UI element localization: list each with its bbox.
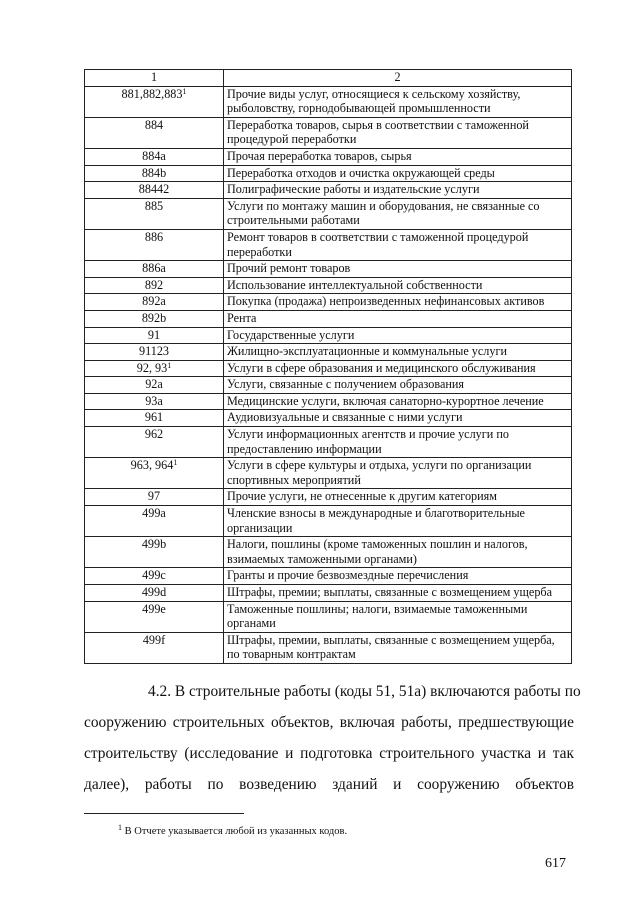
- row-description: Жилищно-эксплуатационные и коммунальные услуги: [224, 344, 572, 361]
- table-body: [85, 86, 572, 663]
- footnote-reference: 1: [167, 360, 172, 370]
- row-code-text: 499b: [141, 537, 167, 552]
- row-code: [85, 198, 224, 229]
- row-description: Полиграфические работы и издательские услуги: [224, 182, 572, 199]
- row-description: Штрафы, премии, выплаты, связанные с возмещением ущерба, по товарным контрактам: [224, 632, 572, 663]
- row-code-text: 91123: [138, 344, 170, 359]
- row-code: [85, 86, 224, 117]
- table-row: [85, 344, 572, 361]
- table-row: [85, 427, 572, 458]
- table-row: [85, 198, 572, 229]
- row-code: [85, 165, 224, 182]
- row-code-text: 884b: [141, 165, 167, 180]
- body-line: 4.2. В строительные работы (коды 51, 51a) включаются работы по: [148, 683, 581, 700]
- row-code-text: 93a: [145, 393, 163, 408]
- row-description: Членские взносы в международные и благотворительные организации: [224, 506, 572, 537]
- table-row: [85, 294, 572, 311]
- table-row: [85, 377, 572, 394]
- row-code: [85, 489, 224, 506]
- row-code: [85, 294, 224, 311]
- table-row: [85, 585, 572, 602]
- page-number: 617: [545, 856, 566, 871]
- row-description: Штрафы, премии; выплаты, связанные с возмещением ущерба: [224, 585, 572, 602]
- row-code: [85, 458, 224, 489]
- row-code-text: 962: [144, 427, 164, 442]
- footnote-mark: 1: [118, 823, 122, 832]
- row-code-text: 91: [147, 327, 161, 342]
- row-code: [85, 277, 224, 294]
- column-header-description: 2: [224, 70, 572, 87]
- table-row: [85, 506, 572, 537]
- table-row: [85, 632, 572, 663]
- table-row: [85, 360, 572, 377]
- row-code-text: 961: [144, 410, 164, 425]
- table-header-row: [85, 70, 572, 87]
- table-row: [85, 277, 572, 294]
- table-row: [85, 489, 572, 506]
- row-description: Гранты и прочие безвозмездные перечисления: [224, 568, 572, 585]
- row-code-text: 92, 93: [136, 360, 168, 375]
- row-code-text: 884a: [142, 148, 166, 163]
- row-code-text: 886a: [142, 261, 166, 276]
- row-code-text: 892: [144, 277, 164, 292]
- table-row: [85, 117, 572, 148]
- codes-table: [84, 69, 572, 664]
- row-code-text: 97: [147, 489, 161, 504]
- row-code: [85, 601, 224, 632]
- row-code: [85, 327, 224, 344]
- row-code-text: 884: [144, 117, 164, 132]
- row-code-text: 885: [144, 198, 164, 213]
- footnote-rule: [84, 813, 244, 814]
- body-line: сооружению строительных объектов, включая работы, предшествующие: [84, 714, 574, 731]
- footnote-text: В Отчете указывается любой из указанных кодов.: [122, 826, 348, 837]
- footnote-reference: 1: [173, 458, 178, 468]
- row-code: [85, 632, 224, 663]
- row-code-text: 499f: [142, 632, 166, 647]
- row-description: Таможенные пошлины; налоги, взимаемые таможенными органами: [224, 601, 572, 632]
- row-code-text: 499d: [141, 585, 167, 599]
- row-description: Переработка отходов и очистка окружающей среды: [224, 165, 572, 182]
- table-row: [85, 537, 572, 568]
- row-code: [85, 585, 224, 602]
- table-row: [85, 568, 572, 585]
- row-description: Государственные услуги: [224, 327, 572, 344]
- row-code-text: 499e: [142, 601, 166, 616]
- row-code: [85, 506, 224, 537]
- row-description: Медицинские услуги, включая санаторно-курортное лечение: [224, 393, 572, 410]
- row-code: [85, 261, 224, 278]
- table-row: [85, 393, 572, 410]
- row-description: Услуги, связанные с получением образования: [224, 377, 572, 394]
- row-code: [85, 427, 224, 458]
- row-description: Рента: [224, 310, 572, 327]
- table-row: [85, 458, 572, 489]
- table-row: [85, 261, 572, 278]
- table-row: [85, 601, 572, 632]
- row-code: [85, 182, 224, 199]
- table-row: [85, 148, 572, 165]
- row-code-text: 892a: [142, 294, 166, 309]
- table-row: [85, 86, 572, 117]
- row-description: Ремонт товаров в соответствии с таможенной процедурой переработки: [224, 229, 572, 260]
- row-description: Прочая переработка товаров, сырья: [224, 148, 572, 165]
- row-code: [85, 410, 224, 427]
- row-description: Услуги в сфере образования и медицинского обслуживания: [224, 360, 572, 377]
- row-code-text: 881,882,883: [121, 86, 183, 101]
- row-code-text: 499c: [142, 568, 166, 583]
- row-description: Налоги, пошлины (кроме таможенных пошлин и налогов, взимаемых таможенными органами): [224, 537, 572, 568]
- row-code: [85, 148, 224, 165]
- row-description: Использование интеллектуальной собственности: [224, 277, 572, 294]
- row-code-text: 886: [144, 229, 164, 244]
- column-header-code: 1: [85, 70, 224, 87]
- row-code: [85, 344, 224, 361]
- row-description: Аудиовизуальные и связанные с ними услуги: [224, 410, 572, 427]
- row-description: Прочие услуги, не отнесенные к другим категориям: [224, 489, 572, 506]
- table-row: [85, 327, 572, 344]
- table-row: [85, 182, 572, 199]
- footnote-reference: 1: [182, 86, 187, 96]
- table-row: [85, 229, 572, 260]
- row-code: [85, 377, 224, 394]
- row-code: [85, 117, 224, 148]
- table-row: [85, 410, 572, 427]
- row-code-text: 963, 964: [130, 458, 174, 473]
- row-code: [85, 537, 224, 568]
- row-description: Услуги в сфере культуры и отдыха, услуги по организации спортивных мероприятий: [224, 458, 572, 489]
- body-line: далее), работы по возведению зданий и сооружению объектов: [84, 776, 574, 793]
- table-row: [85, 165, 572, 182]
- row-code: [85, 568, 224, 585]
- body-line: строительству (исследование и подготовка строительного участка и так: [84, 745, 574, 762]
- row-description: Услуги информационных агентств и прочие услуги по предоставлению информации: [224, 427, 572, 458]
- row-description: Покупка (продажа) непроизведенных нефинансовых активов: [224, 294, 572, 311]
- row-description: Услуги по монтажу машин и оборудования, не связанные со строительными работами: [224, 198, 572, 229]
- row-code: [85, 310, 224, 327]
- row-code: [85, 229, 224, 260]
- row-description: Прочий ремонт товаров: [224, 261, 572, 278]
- row-description: Переработка товаров, сырья в соответствии с таможенной процедурой переработки: [224, 117, 572, 148]
- row-code-text: 92a: [145, 377, 163, 392]
- row-code: [85, 360, 224, 377]
- table-row: [85, 310, 572, 327]
- row-code: [85, 393, 224, 410]
- row-description: Прочие виды услуг, относящиеся к сельскому хозяйству, рыболовству, горнодобывающей промышленности: [224, 86, 572, 117]
- row-code-text: 88442: [138, 182, 170, 197]
- footnote: [118, 823, 348, 837]
- row-code-text: 499a: [142, 506, 166, 521]
- row-code-text: 892b: [141, 310, 167, 325]
